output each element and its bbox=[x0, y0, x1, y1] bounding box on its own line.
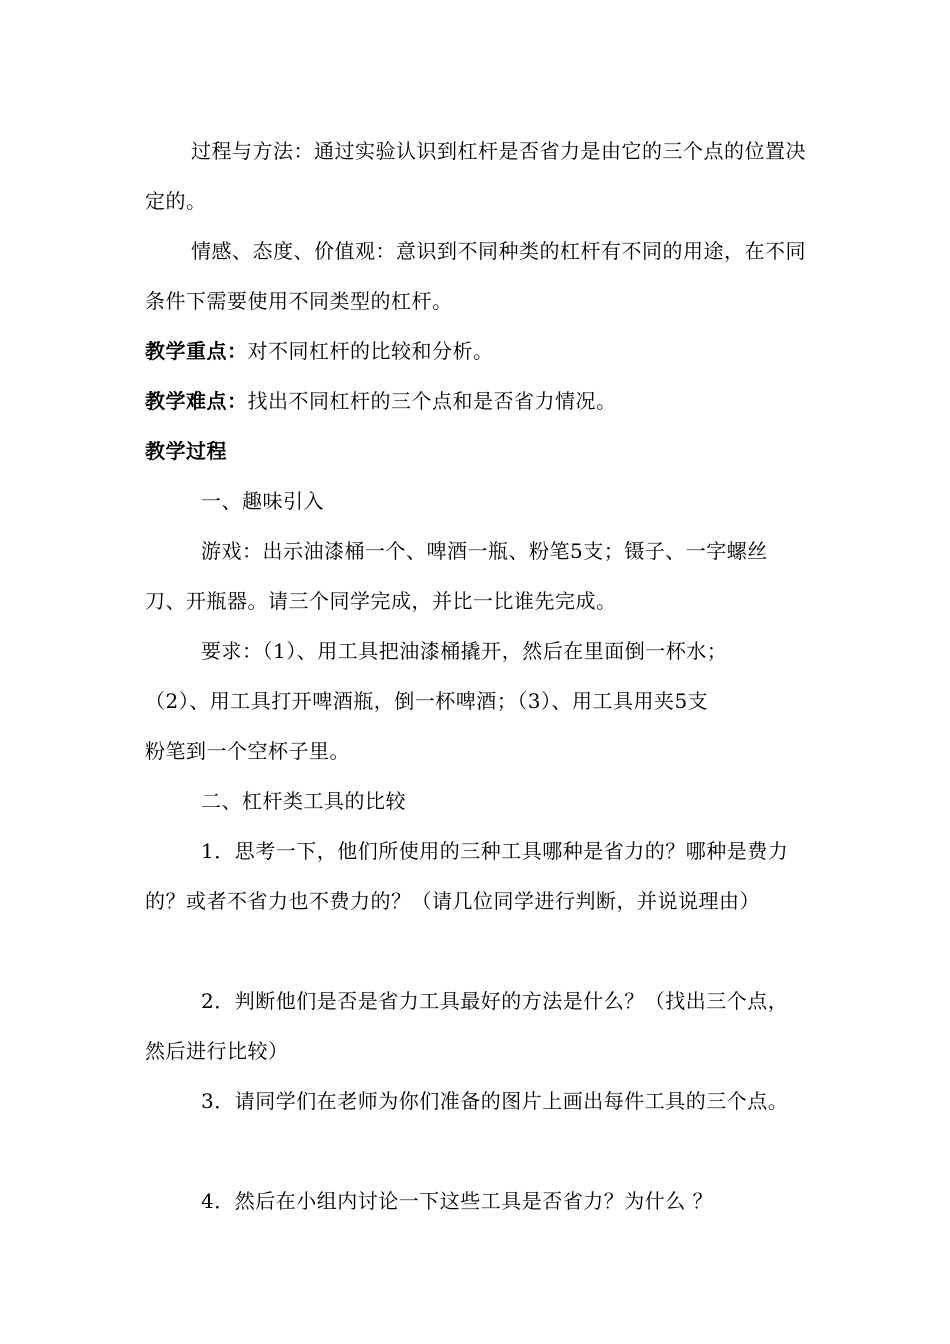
requirement-line-1: 要求：（1）、用工具把油漆桶撬开，然后在里面倒一杯水； bbox=[201, 639, 728, 663]
section-one-heading: 一、趣味引入 bbox=[201, 489, 324, 513]
teaching-key-label: 教学重点： bbox=[145, 339, 248, 363]
paragraph-game: 游戏：出示油漆桶一个、啤酒一瓶、粉笔5支；镊子、一字螺丝刀、开瓶器。请三个同学完成，并比一比谁先完成。 bbox=[145, 539, 768, 613]
teaching-process-heading: 教学过程 bbox=[145, 439, 227, 463]
paragraph-teaching-difficulty bbox=[145, 376, 807, 426]
question-2: 2．判断他们是否是省力工具最好的方法是什么？（找出三个点，然后进行比较） bbox=[145, 989, 789, 1063]
requirement-line-2: （2）、用工具打开啤酒瓶，倒一杯啤酒；（3）、用工具用夹5支 bbox=[145, 689, 709, 713]
section-two-heading: 二、杠杆类工具的比较 bbox=[201, 789, 406, 813]
paragraph-process-method: 过程与方法：通过实验认识到杠杆是否省力是由它的三个点的位置决定的。 bbox=[145, 139, 806, 213]
teaching-key-text: 对不同杠杆的比较和分析。 bbox=[247, 339, 494, 363]
question-3: 3．请同学们在老师为你们准备的图片上画出每件工具的三个点。 bbox=[201, 1089, 789, 1113]
question-4: 4．然后在小组内讨论一下这些工具是否省力？为什么 ？ bbox=[201, 1189, 714, 1213]
question-1: 1．思考一下，他们所使用的三种工具哪种是省力的？哪种是费力的？或者不省力也不费力的？（请几位同学进行判断，并说说理由） bbox=[145, 839, 789, 913]
paragraph-emotion-attitude: 情感、态度、价值观：意识到不同种类的杠杆有不同的用途，在不同条件下需要使用不同类型的杠杆。 bbox=[145, 239, 806, 313]
requirement-line-3: 粉笔到一个空杯子里。 bbox=[145, 739, 350, 763]
teaching-difficulty-label: 教学难点： bbox=[145, 389, 248, 413]
teaching-difficulty-text: 找出不同杠杆的三个点和是否省力情况。 bbox=[247, 389, 617, 413]
paragraph-teaching-key bbox=[145, 326, 807, 376]
